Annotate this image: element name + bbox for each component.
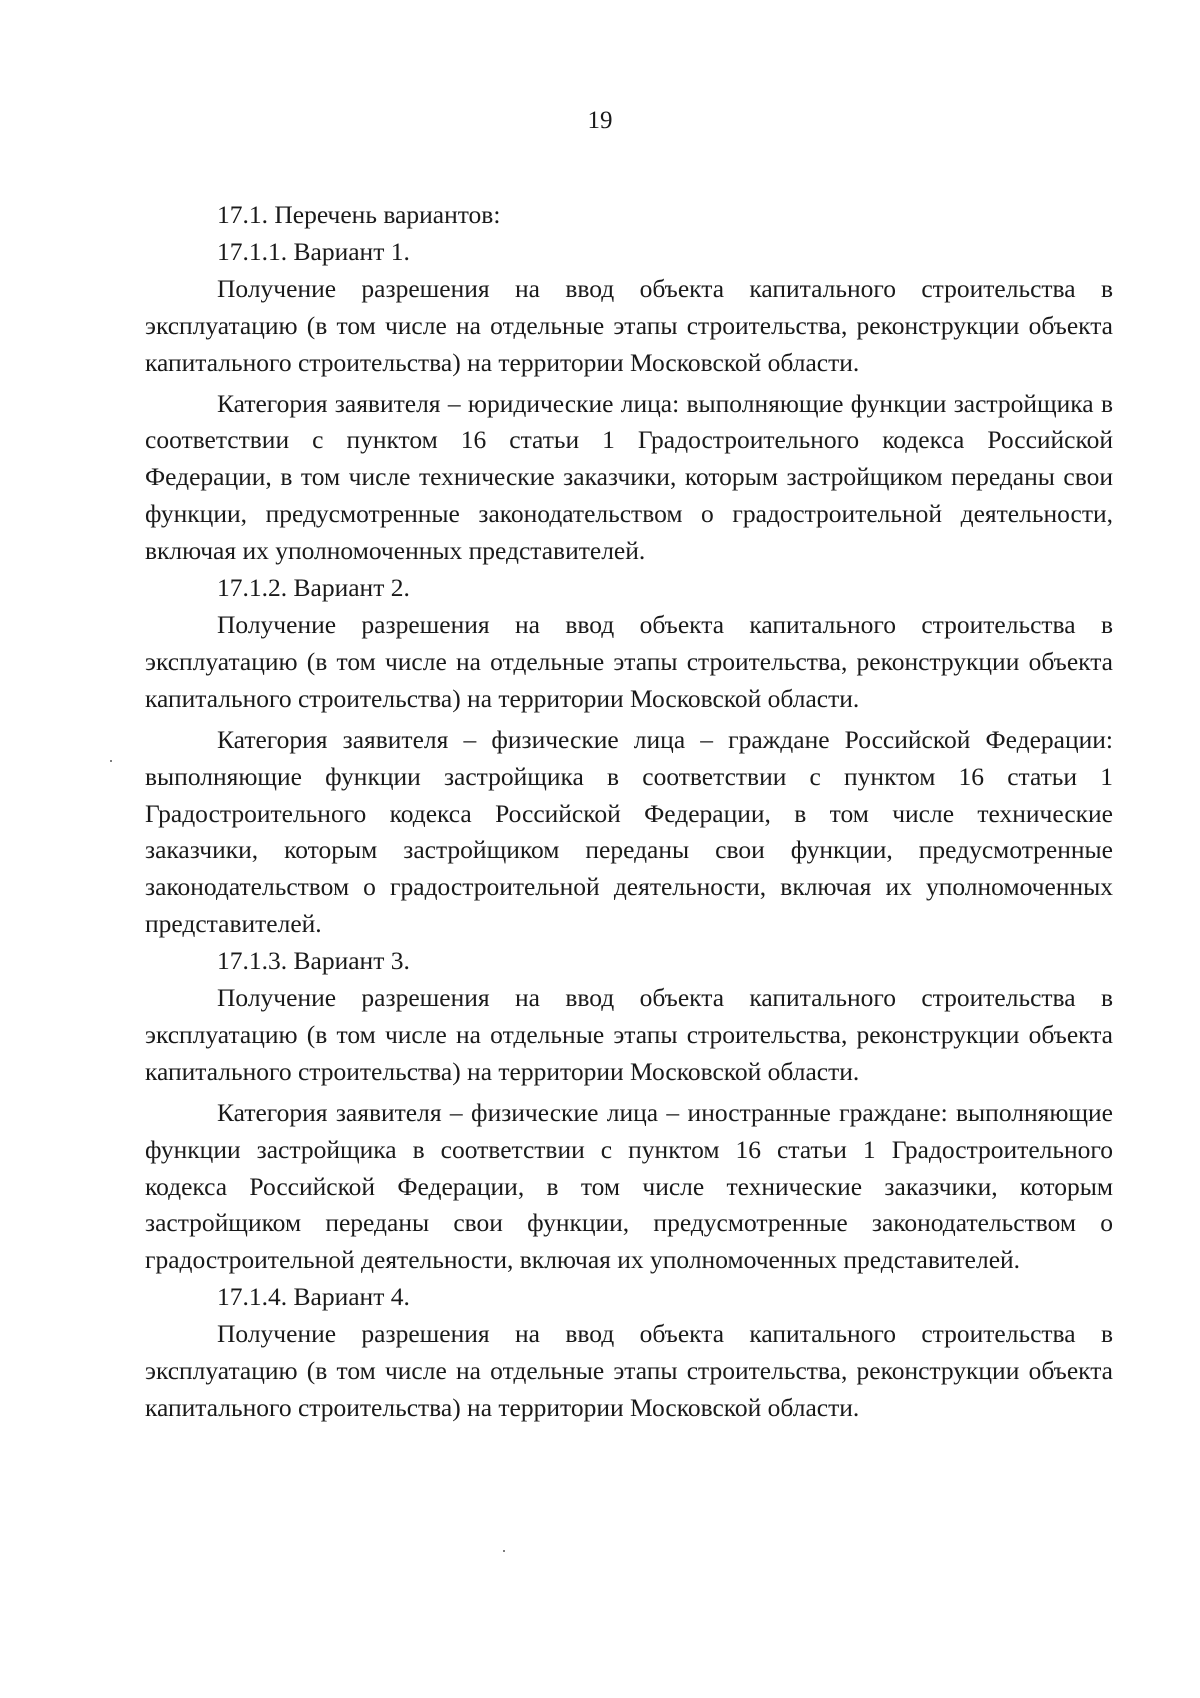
variant-2-heading: 17.1.2. Вариант 2. (217, 573, 410, 603)
section-heading-variants-list: 17.1. Перечень вариантов: (217, 200, 501, 229)
variant-1-heading: 17.1.1. Вариант 1. (217, 236, 410, 266)
scan-speck (110, 760, 112, 762)
variant-3-description: Получение разрешения на ввод объекта капитального строительства в эксплуатацию (в том числе на отдельные этапы строительства, реконструкции объекта капитального строительства) на территории Московской области. (145, 983, 1113, 1086)
variant-3-heading: 17.1.3. Вариант 3. (217, 946, 410, 976)
variant-1-description: Получение разрешения на ввод объекта капитального строительства в эксплуатацию (в том числе на отдельные этапы строительства, реконструкции объекта капитального строительства) на территории Московской области. (145, 273, 1113, 377)
variant-2-applicant-category: Категория заявителя – физические лица – граждане Российской Федерации: выполняющие функции застройщика в соответствии с пунктом 16 статьи 1 Градостроительного кодекса Российской Федерации, в том числе технические заказчики, которым застройщиком переданы свои функции, предусмотренные законодательством о градостроительной деятельности, включая их уполномоченных представителей. (145, 724, 1113, 939)
variant-1-applicant-category: Категория заявителя – юридические лица: выполняющие функции застройщика в соответствии с пунктом 16 статьи 1 Градостроительного кодекса Российской Федерации, в том числе технические заказчики, которым застройщиком переданы свои функции, предусмотренные законодательством о градостроительной деятельности, включая их уполномоченных представителей. (145, 388, 1113, 566)
variant-3-applicant-category: Категория заявителя – физические лица – иностранные граждане: выполняющие функции застройщика в соответствии с пунктом 16 статьи 1 Градостроительного кодекса Российской Федерации, в том числе технические заказчики, которым застройщиком переданы свои функции, предусмотренные законодательством о градостроительной деятельности, включая их уполномоченных представителей. (145, 1097, 1113, 1275)
variant-4-description: Получение разрешения на ввод объекта капитального строительства в эксплуатацию (в том числе на отдельные этапы строительства, реконструкции объекта капитального строительства) на территории Московской области. (145, 1319, 1113, 1422)
variant-4-heading: 17.1.4. Вариант 4. (217, 1282, 410, 1312)
document-body (145, 197, 1113, 1427)
variant-2-description: Получение разрешения на ввод объекта капитального строительства в эксплуатацию (в том числе на отдельные этапы строительства, реконструкции объекта капитального строительства) на территории Московской области. (145, 609, 1113, 713)
page-number: 19 (587, 107, 613, 134)
scan-speck (503, 1550, 505, 1552)
